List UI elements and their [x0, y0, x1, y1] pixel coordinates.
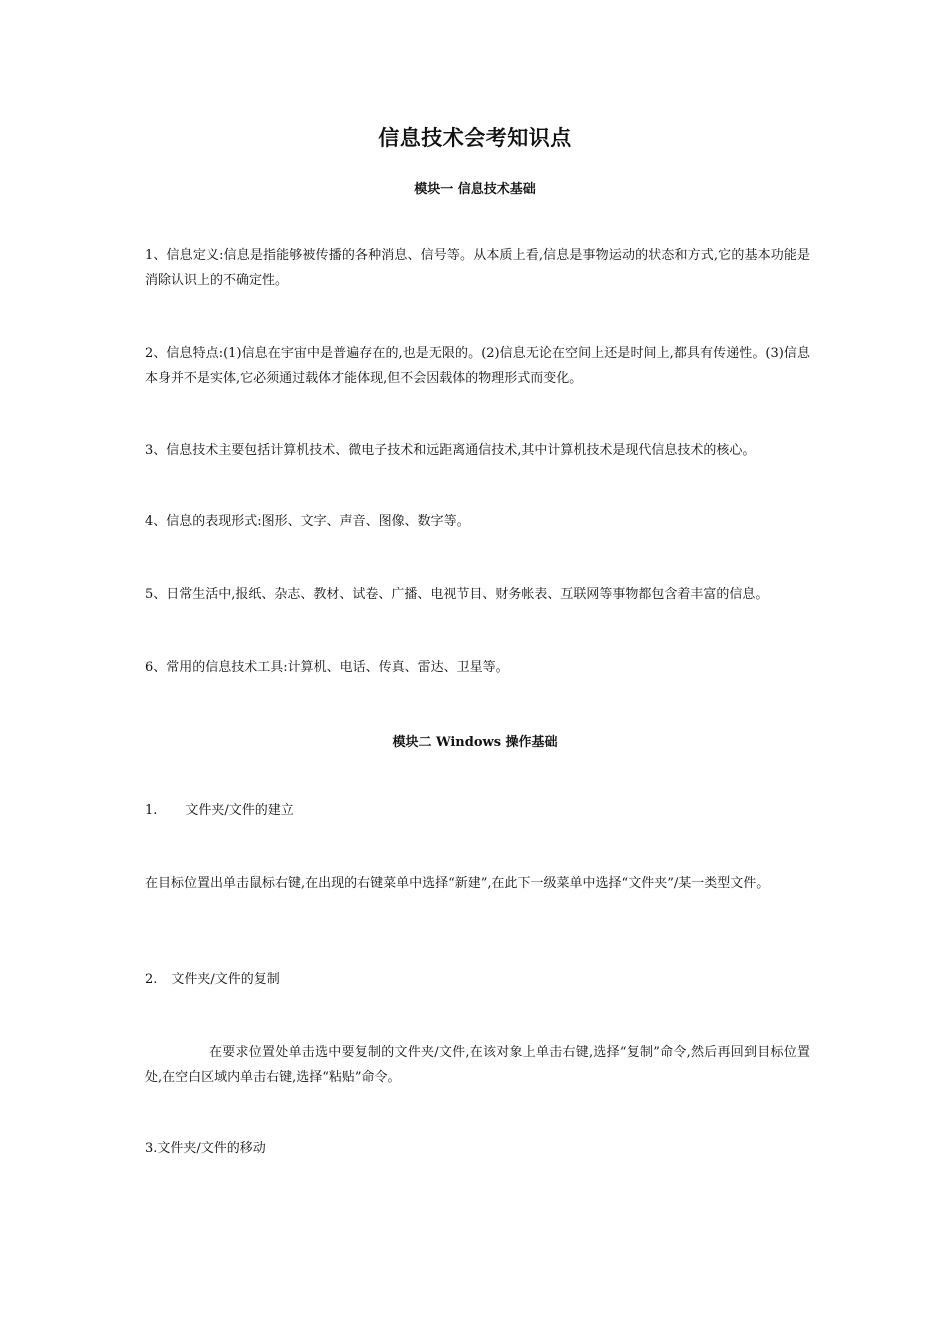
- module1-item-5: 5、日常生活中,报纸、杂志、教材、试卷、广播、电视节目、财务帐表、互联网等事物都包含着丰富的信息。: [145, 587, 769, 602]
- module1-item-2: 2、信息特点:(1)信息在宇宙中是普遍存在的,也是无限的。(2)信息无论在空间上还是时间上,都具有传递性。(3)信息本身并不是实体,它必须通过载体才能体现,但不会因载体的物理形式而变化。: [145, 346, 810, 386]
- module2-subheading-2-title: 文件夹/文件的复制: [171, 972, 280, 987]
- module2-heading: 模块二 Windows 操作基础: [392, 735, 558, 750]
- document-title: 信息技术会考知识点: [378, 125, 572, 150]
- module1-item-3: 3、信息技术主要包括计算机技术、微电子技术和远距离通信技术,其中计算机技术是现代信息技术的核心。: [145, 443, 756, 458]
- module2-body-1: 在目标位置出单击鼠标右键,在出现的右键菜单中选择“新建”,在此下一级菜单中选择“文件夹”/某一类型文件。: [145, 876, 770, 891]
- module1-item-1: 1、信息定义:信息是指能够被传播的各种消息、信号等。从本质上看,信息是事物运动的状态和方式,它的基本功能是消除认识上的不确定性。: [145, 248, 810, 288]
- module2-subheading-3: 3.文件夹/文件的移动: [145, 1141, 266, 1156]
- module2-subheading-1-title: 文件夹/文件的建立: [185, 803, 294, 818]
- module2-body-2: 在要求位置处单击选中要复制的文件夹/文件,在该对象上单击右键,选择“复制”命令,然后再回到目标位置处,在空白区域内单击右键,选择“粘贴”命令。: [145, 1045, 810, 1085]
- module2-subheading-2-number: 2.: [145, 972, 158, 987]
- module1-heading: 模块一 信息技术基础: [414, 182, 536, 197]
- module2-subheading-1: [145, 798, 810, 823]
- module1-item-6: 6、常用的信息技术工具:计算机、电话、传真、雷达、卫星等。: [145, 660, 509, 675]
- module2-subheading-2: [145, 967, 810, 992]
- module2-subheading-1-number: 1.: [145, 803, 158, 818]
- module1-item-4: 4、信息的表现形式:图形、文字、声音、图像、数字等。: [145, 514, 470, 529]
